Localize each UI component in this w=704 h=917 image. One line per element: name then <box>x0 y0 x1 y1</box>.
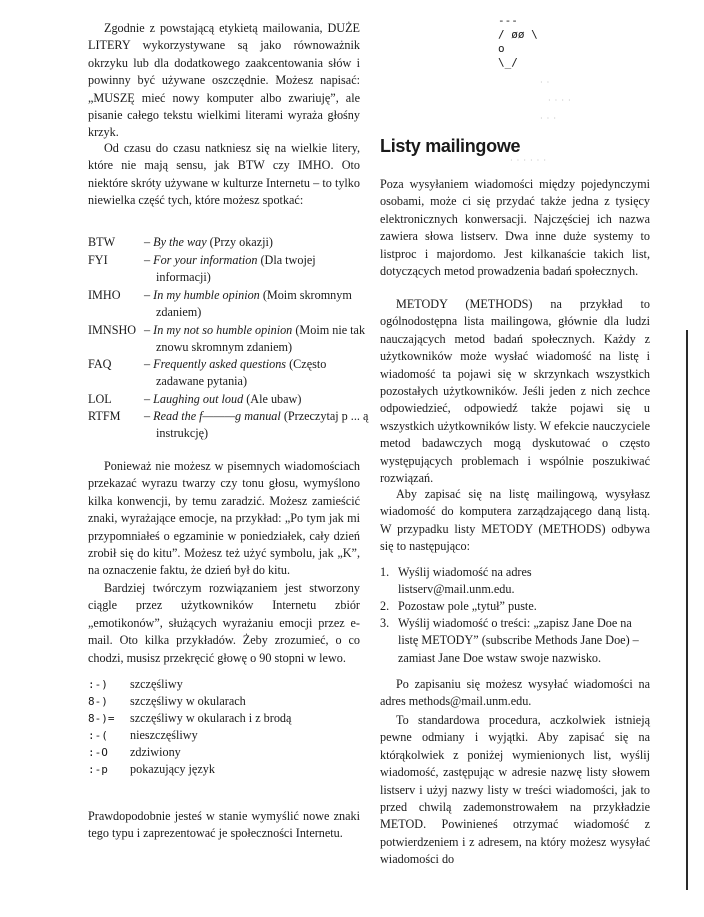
emoticon-symbol: 8-) <box>88 695 108 708</box>
paragraph-after-subscribe: Po zapisaniu się możesz wysyłać wiadomości na adres methods@mail.unm.edu. <box>380 677 650 709</box>
abbr-definition: – Frequently asked questions (Często zadawane pytania) <box>144 357 327 389</box>
abbr-definition: – Laughing out loud (Ale ubaw) <box>144 392 302 406</box>
emoticon-description: nieszczęśliwy <box>130 728 198 742</box>
paragraph-procedure: To standardowa procedura, aczkolwiek istnieją pewne odmiany i wyjątki. Aby zapisać się na którąkolwiek z poniżej wymienionych list, wyślij wiadomość, zastępując w adresie nazwę listy słowem listserv i użyj nazwy listy w treści wiadomości, jak to przed chwilą zademonstrowałem na przykładzie METOD. Powinieneś otrzymać wiadomość z potwierdzeniem i z adresem, na który możesz wysyłać wiadomości do <box>380 713 650 867</box>
abbr-term: RTFM <box>88 409 121 423</box>
abbr-term: LOL <box>88 392 112 406</box>
emoticon-description: szczęśliwy w okularach <box>130 694 246 708</box>
paragraph-emotions: Ponieważ nie możesz w pisemnych wiadomościach przekazać wyrazu twarzy czy tonu głosu, wymyślono kilka konwencji, by temu zaradzić. Możesz zamieścić znaki, wyrażające emocje, na przykład: „Po tym jak mi przypomniałeś o egzaminie w poniedziałek, cały dzień zrobił się do kitu”. Możesz też użyć symbolu, jak „K”, na oznaczenie faktu, że dzień był do kitu. <box>88 459 360 578</box>
paragraph-closing: Prawdopodobnie jesteś w stanie wymyślić nowe znaki tego typu i zaprezentować je społeczności Internetu. <box>88 809 360 841</box>
ascii-face-art: --- / øø \ o \_/ <box>498 14 538 69</box>
step-text: Wyślij wiadomość o treści: „zapisz Jane Doe na listę METODY” (subscribe Methods Jane Doe) – zamiast Jane Doe wstaw swoje nazwisko. <box>398 616 639 665</box>
emoticon-symbol: :-p <box>88 763 108 776</box>
paragraph-emoticons-intro: Bardziej twórczym rozwiązaniem jest stworzony ciągle przez użytkowników Internetu zbiór „emotikonów”, służących wyrażaniu emocji przez e-mail. Oto kilka przykładów. Żeby zrozumieć, o co chodzi, musisz przekręcić głowę o 90 stopni w lewo. <box>88 581 360 665</box>
abbr-term: FAQ <box>88 357 112 371</box>
abbr-term: IMNSHO <box>88 323 137 337</box>
abbr-definition: – Read the f———g manual (Przeczytaj p ... ą instrukcję) <box>144 409 369 441</box>
page-edge-line <box>686 330 688 890</box>
scan-noise: · · · <box>540 114 557 123</box>
paragraph-acronyms-intro: Od czasu do czasu natkniesz się na wielkie litery, które nie mają sensu, jak BTW czy IMHO. Oto niektóre skróty używane w kulturze Internetu – to tylko niewielka część tych, które możesz spotkać: <box>88 141 360 208</box>
emoticon-description: pokazujący język <box>130 762 215 776</box>
abbr-definition: – In my humble opinion (Moim skromnym zdaniem) <box>144 288 352 320</box>
abbr-definition: – In my not so humble opinion (Moim nie tak znowu skromnym zdaniem) <box>144 323 366 355</box>
abbr-term: IMHO <box>88 288 121 302</box>
abbr-definition: – For your information (Dla twojej informacji) <box>144 253 316 285</box>
emoticon-symbol: :-( <box>88 729 108 742</box>
paragraph-subscribe-intro: Aby zapisać się na listę mailingową, wysyłasz wiadomość do komputera zarządzającego daną listą. W przypadku listy METODY (METHODS) odbywa się to następująco: <box>380 487 650 554</box>
paragraph-capitals: Zgodnie z powstającą etykietą mailowania, DUŻE LITERY wykorzystywane są jako równoważnik okrzyku lub dla dodatkowego zaakcentowania słów i powinny być używane oszczędnie. Możesz napisać: „MUSZĘ mieć nowy komputer albo zwariuję”, ale pisanie całego tekstu wielkimi literami wyraża głośny krzyk. <box>88 21 360 140</box>
abbr-term: FYI <box>88 253 108 267</box>
emoticon-symbol: 8-)= <box>88 712 115 725</box>
emoticon-description: szczęśliwy <box>130 677 183 691</box>
section-heading: Listy mailingowe <box>380 136 521 156</box>
step-number: 1. <box>380 565 390 579</box>
abbr-definition: – By the way (Przy okazji) <box>144 235 273 249</box>
scan-noise: · · · · <box>548 96 572 105</box>
paragraph-methods-list: METODY (METHODS) na przykład to ogólnodostępna lista mailingowa, głównie dla ludzi nauczających metod badań społecznych. Każdy z użytkowników może wysłać wiadomość na listę i wiadomość ta pojawi się w skrzynkach wszystkich pozostałych użytkowników. Jeśli jeden z nich zechce odpowiedzieć, odpowiedź także pojawi się u wszystkich użytkowników listy. W efekcie nauczyciele metod badawczych mogą dyskutować o często występujących problemach i wspólnie poszukiwać rozwiązań. <box>380 297 650 486</box>
abbr-term: BTW <box>88 235 116 249</box>
step-text: Pozostaw pole „tytuł” puste. <box>398 599 537 613</box>
emoticon-symbol: :-O <box>88 746 108 759</box>
paragraph-mailing-intro: Poza wysyłaniem wiadomości między pojedynczymi osobami, może ci się przydać także jedna z tysięcy elektronicznych konwersacji. Najczęściej ich nazwa zawiera słowa listserv. Dwa inne duże systemy to listproc i majordomo. Jest kilkanaście takich list, dotyczących metod prowadzenia badań społecznych. <box>380 177 650 279</box>
scan-noise: · · <box>540 78 551 87</box>
emoticon-symbol: :-) <box>88 678 108 691</box>
step-number: 3. <box>380 616 390 630</box>
step-text: Wyślij wiadomość na adres listserv@mail.unm.edu. <box>398 565 532 597</box>
emoticon-description: szczęśliwy w okularach i z brodą <box>130 711 292 725</box>
scan-noise: · · · · · · <box>510 156 547 165</box>
emoticon-description: zdziwiony <box>130 745 181 759</box>
step-number: 2. <box>380 599 390 613</box>
